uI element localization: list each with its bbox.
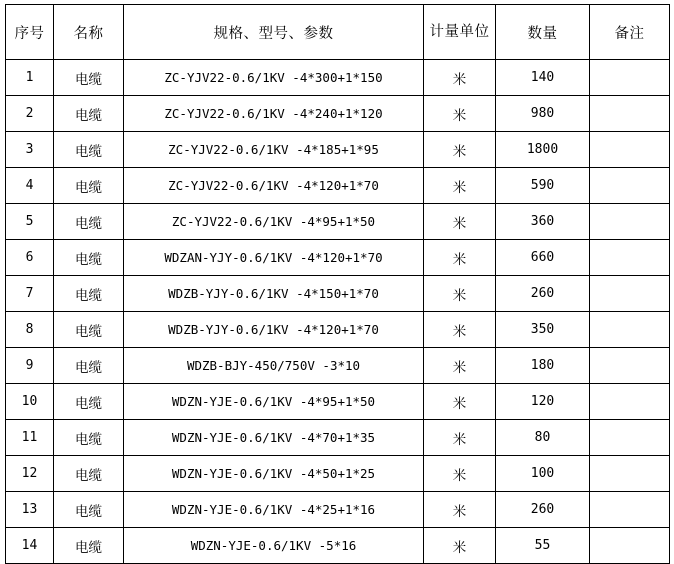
cell-name: 电缆 xyxy=(54,204,124,240)
cell-remark xyxy=(590,492,670,528)
cell-name: 电缆 xyxy=(54,96,124,132)
table-header-row xyxy=(6,5,670,60)
cell-spec: WDZN-YJE-0.6/1KV -4*25+1*16 xyxy=(124,492,424,528)
cell-no: 13 xyxy=(6,492,54,528)
table-row xyxy=(6,276,670,312)
cell-name: 电缆 xyxy=(54,348,124,384)
cell-qty: 120 xyxy=(496,384,590,420)
cell-no: 1 xyxy=(6,60,54,96)
table-row xyxy=(6,492,670,528)
cell-remark xyxy=(590,420,670,456)
cell-no: 14 xyxy=(6,528,54,564)
cell-no: 7 xyxy=(6,276,54,312)
cell-no: 8 xyxy=(6,312,54,348)
cell-no: 11 xyxy=(6,420,54,456)
cell-name: 电缆 xyxy=(54,240,124,276)
cell-unit: 米 xyxy=(424,528,496,564)
column-header-qty: 数量 xyxy=(496,5,590,60)
cell-spec: ZC-YJV22-0.6/1KV -4*300+1*150 xyxy=(124,60,424,96)
table-row xyxy=(6,312,670,348)
cell-qty: 360 xyxy=(496,204,590,240)
cell-remark xyxy=(590,60,670,96)
table-row xyxy=(6,528,670,564)
cell-qty: 260 xyxy=(496,276,590,312)
cell-name: 电缆 xyxy=(54,456,124,492)
cell-qty: 180 xyxy=(496,348,590,384)
cell-unit: 米 xyxy=(424,420,496,456)
table-row xyxy=(6,420,670,456)
cell-qty: 55 xyxy=(496,528,590,564)
cell-spec: WDZN-YJE-0.6/1KV -4*95+1*50 xyxy=(124,384,424,420)
table-row xyxy=(6,240,670,276)
cell-name: 电缆 xyxy=(54,492,124,528)
cell-qty: 590 xyxy=(496,168,590,204)
cell-name: 电缆 xyxy=(54,528,124,564)
cell-unit: 米 xyxy=(424,240,496,276)
column-header-remark: 备注 xyxy=(590,5,670,60)
cell-remark xyxy=(590,132,670,168)
cell-name: 电缆 xyxy=(54,312,124,348)
table-row xyxy=(6,96,670,132)
table-row xyxy=(6,204,670,240)
cell-unit: 米 xyxy=(424,60,496,96)
cell-spec: WDZN-YJE-0.6/1KV -5*16 xyxy=(124,528,424,564)
cell-spec: ZC-YJV22-0.6/1KV -4*95+1*50 xyxy=(124,204,424,240)
table-row xyxy=(6,456,670,492)
cell-name: 电缆 xyxy=(54,60,124,96)
cell-no: 9 xyxy=(6,348,54,384)
cell-name: 电缆 xyxy=(54,168,124,204)
table-row xyxy=(6,348,670,384)
cell-unit: 米 xyxy=(424,96,496,132)
cell-no: 3 xyxy=(6,132,54,168)
cell-remark xyxy=(590,312,670,348)
cell-no: 12 xyxy=(6,456,54,492)
table-row xyxy=(6,60,670,96)
cell-no: 6 xyxy=(6,240,54,276)
cell-unit: 米 xyxy=(424,384,496,420)
cell-qty: 980 xyxy=(496,96,590,132)
cell-name: 电缆 xyxy=(54,276,124,312)
cell-qty: 350 xyxy=(496,312,590,348)
cell-qty: 140 xyxy=(496,60,590,96)
cell-unit: 米 xyxy=(424,168,496,204)
cell-spec: WDZB-YJY-0.6/1KV -4*120+1*70 xyxy=(124,312,424,348)
cell-remark xyxy=(590,348,670,384)
cell-no: 5 xyxy=(6,204,54,240)
cell-unit: 米 xyxy=(424,132,496,168)
table-body xyxy=(6,60,670,564)
cell-spec: ZC-YJV22-0.6/1KV -4*120+1*70 xyxy=(124,168,424,204)
cell-spec: WDZB-YJY-0.6/1KV -4*150+1*70 xyxy=(124,276,424,312)
cell-qty: 100 xyxy=(496,456,590,492)
cell-spec: WDZAN-YJY-0.6/1KV -4*120+1*70 xyxy=(124,240,424,276)
cell-remark xyxy=(590,384,670,420)
cell-spec: ZC-YJV22-0.6/1KV -4*185+1*95 xyxy=(124,132,424,168)
table-row xyxy=(6,384,670,420)
cell-spec: ZC-YJV22-0.6/1KV -4*240+1*120 xyxy=(124,96,424,132)
cell-unit: 米 xyxy=(424,276,496,312)
cell-name: 电缆 xyxy=(54,384,124,420)
cell-qty: 80 xyxy=(496,420,590,456)
cell-remark xyxy=(590,528,670,564)
cable-specification-table xyxy=(5,4,670,564)
cell-spec: WDZN-YJE-0.6/1KV -4*50+1*25 xyxy=(124,456,424,492)
column-header-unit: 计量单位 xyxy=(424,5,496,60)
cell-qty: 260 xyxy=(496,492,590,528)
cell-unit: 米 xyxy=(424,456,496,492)
cell-no: 4 xyxy=(6,168,54,204)
cell-qty: 660 xyxy=(496,240,590,276)
cell-remark xyxy=(590,240,670,276)
cell-spec: WDZN-YJE-0.6/1KV -4*70+1*35 xyxy=(124,420,424,456)
cell-remark xyxy=(590,96,670,132)
cell-name: 电缆 xyxy=(54,420,124,456)
cell-unit: 米 xyxy=(424,348,496,384)
cell-remark xyxy=(590,276,670,312)
column-header-name: 名称 xyxy=(54,5,124,60)
table-row xyxy=(6,168,670,204)
cell-unit: 米 xyxy=(424,312,496,348)
cell-remark xyxy=(590,204,670,240)
cell-remark xyxy=(590,168,670,204)
cell-no: 10 xyxy=(6,384,54,420)
cell-qty: 1800 xyxy=(496,132,590,168)
cell-name: 电缆 xyxy=(54,132,124,168)
cell-unit: 米 xyxy=(424,204,496,240)
column-header-no: 序号 xyxy=(6,5,54,60)
cell-spec: WDZB-BJY-450/750V -3*10 xyxy=(124,348,424,384)
cell-remark xyxy=(590,456,670,492)
column-header-spec: 规格、型号、参数 xyxy=(124,5,424,60)
table-header xyxy=(6,5,670,60)
table-row xyxy=(6,132,670,168)
cell-no: 2 xyxy=(6,96,54,132)
cell-unit: 米 xyxy=(424,492,496,528)
